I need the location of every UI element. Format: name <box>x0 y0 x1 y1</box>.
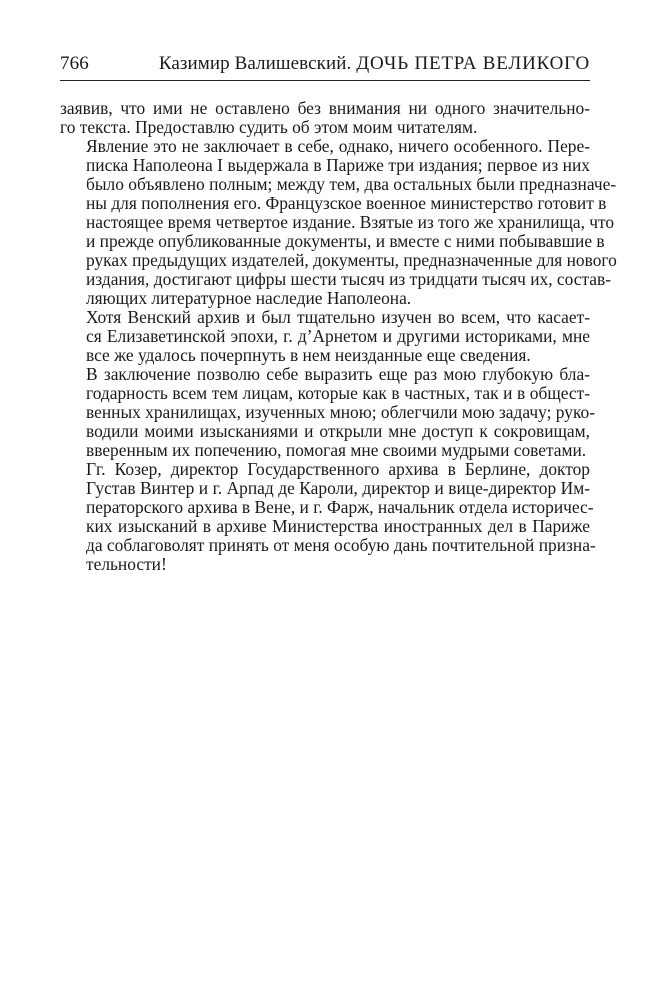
author-name: Казимир Валишевский. <box>158 53 352 74</box>
text-line: Хотя Венский архив и был тщательно изучен во всем, что касает- <box>86 307 590 327</box>
text-line: Гг. Козер, директор Государственного архива в Берлине, доктор <box>86 459 590 479</box>
text-line: ляющих литературное наследие Наполеона. <box>86 288 412 308</box>
paragraph <box>60 99 590 137</box>
text-line: В заключение позволю себе выразить еще раз мою глубокую бла- <box>86 364 590 384</box>
text-line: руках предыдущих издателей, документы, предназначенные для нового <box>86 250 617 270</box>
running-header <box>60 52 590 81</box>
page-number: 766 <box>60 53 89 74</box>
text-line: Густав Винтер и г. Арпад де Кароли, директор и вице-директор Им- <box>86 478 590 498</box>
text-line: ся Елизаветинской эпохи, г. д’Арнетом и другими историками, мне <box>86 326 590 346</box>
text-line: было объявлено полным; между тем, два остальных были предназначе- <box>86 174 617 194</box>
text-line: все же удалось почерпнуть в нем неизданные еще сведения. <box>86 345 531 365</box>
text-line: годарность всем тем лицам, которые как в частных, так и в общест- <box>86 383 590 403</box>
text-line: тельности! <box>86 554 167 574</box>
text-line: водили моими изысканиями и открыли мне доступ к сокровищам, <box>86 421 590 441</box>
text-line: издания, достигают цифры шести тысяч из тридцати тысяч их, состав- <box>86 269 612 289</box>
paragraph <box>60 308 590 365</box>
text-line: ператорского архива в Вене, и г. Фарж, начальник отдела историчес- <box>86 497 594 517</box>
text-line: писка Наполеона I выдержала в Париже три издания; первое из них <box>86 155 590 175</box>
book-title: ДОЧЬ ПЕТРА ВЕЛИКОГО <box>356 53 590 74</box>
paragraph <box>60 136 617 308</box>
text-line: венных хранилищах, изученных мною; облегчили мою задачу; руко- <box>86 402 595 422</box>
text-line: заявив, что ими не оставлено без внимания ни одного значительно- <box>60 98 590 118</box>
text-line: Явление это не заключает в себе, однако, ничего особенного. Пере- <box>86 136 590 156</box>
body-text <box>60 98 617 574</box>
text-line: вверенным их попечению, помогая мне своими мудрыми советами. <box>86 440 587 460</box>
running-title <box>159 52 590 76</box>
text-line: ны для пополнения его. Французское военное министерство готовит в <box>86 193 607 213</box>
paragraph <box>60 364 595 460</box>
paragraph <box>60 459 596 574</box>
text-line: да соблаговолят принять от меня особую дань почтительной призна- <box>86 535 596 555</box>
text-line: настоящее время четвертое издание. Взятые из того же хранилища, что <box>86 212 615 232</box>
text-line: и прежде опубликованные документы, и вместе с ними побывавшие в <box>86 231 605 251</box>
text-line: го текста. Предоставлю судить об этом моим читателям. <box>60 117 478 137</box>
text-line: ких изысканий в архиве Министерства иностранных дел в Париже <box>86 516 590 536</box>
book-page <box>60 52 617 574</box>
